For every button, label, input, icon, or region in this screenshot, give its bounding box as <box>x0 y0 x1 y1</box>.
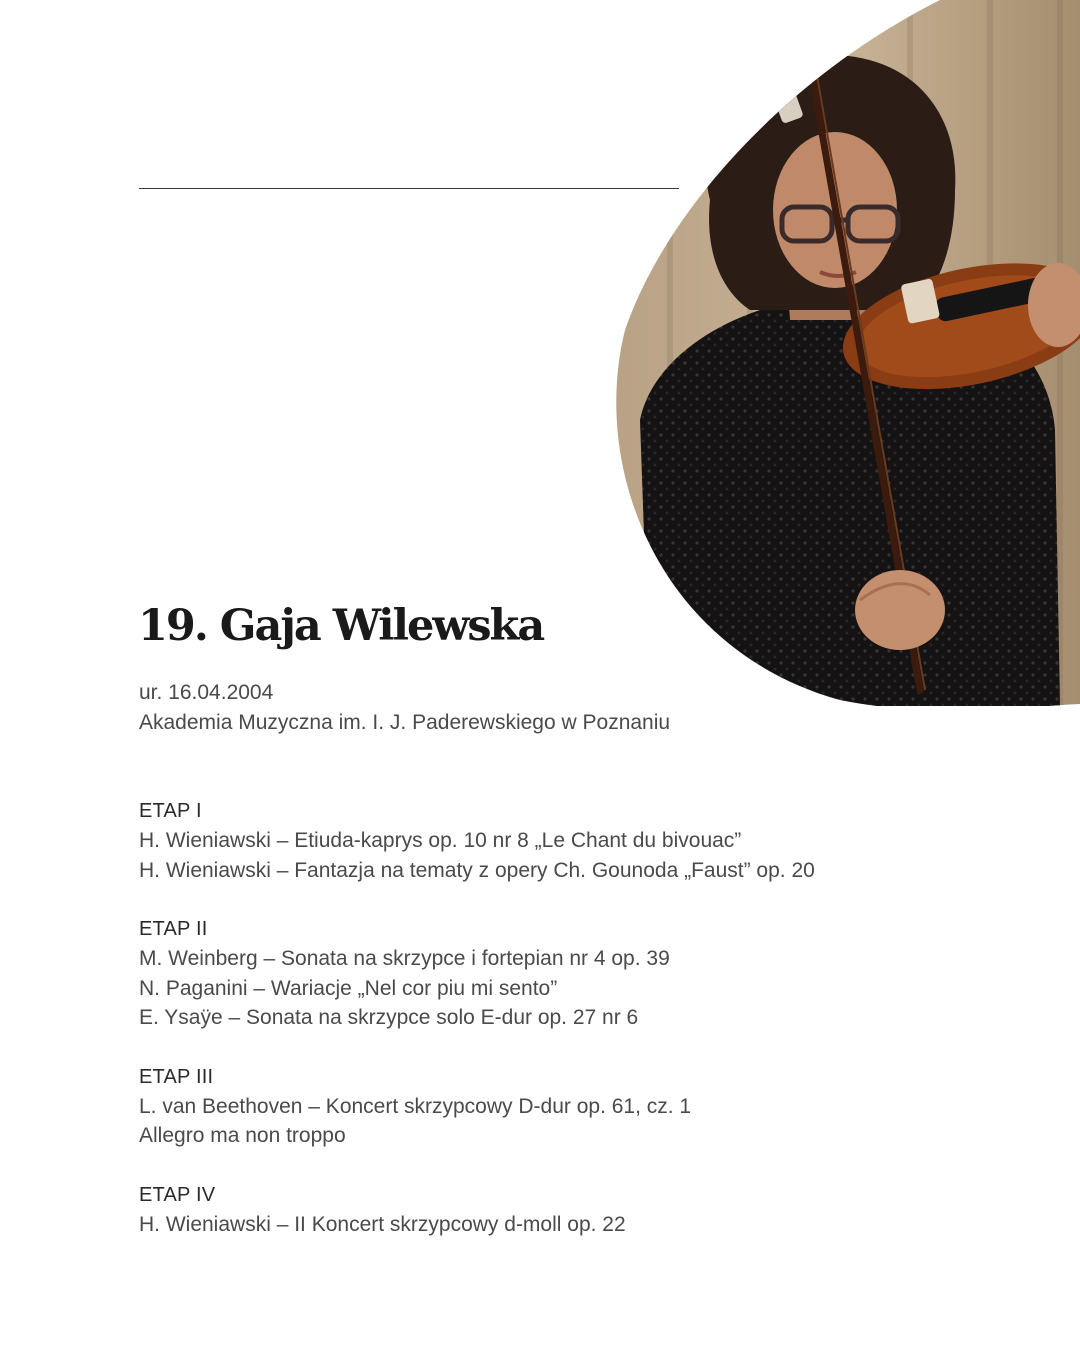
stage-label: ETAP II <box>139 918 208 940</box>
stage-label: ETAP I <box>139 800 202 822</box>
piece-item: H. Wieniawski – Etiuda-kaprys op. 10 nr 8 „Le Chant du bivouac” <box>139 829 742 852</box>
piece-item: E. Ysaÿe – Sonata na skrzypce solo E-dur op. 27 nr 6 <box>139 1006 639 1029</box>
piece-item: N. Paganini – Wariacje „Nel cor piu mi sento” <box>139 976 558 1000</box>
stage-3 <box>139 1062 1039 1151</box>
stage-label: ETAP III <box>139 1065 214 1088</box>
stage-1 <box>139 796 1039 885</box>
stage-2 <box>139 914 1039 1033</box>
performer-info <box>139 678 670 738</box>
school-name: Akademia Muzyczna im. I. J. Paderewskiego w Poznaniu <box>139 711 671 734</box>
piece-item: H. Wieniawski – II Koncert skrzypcowy d-moll op. 22 <box>139 1212 626 1236</box>
piece-item: M. Weinberg – Sonata na skrzypce i fortepian nr 4 op. 39 <box>139 947 670 970</box>
piece-item: H. Wieniawski – Fantazja na tematy z opery Ch. Gounoda „Faust” op. 20 <box>139 858 815 882</box>
stage-4 <box>139 1180 1039 1240</box>
piece-item: L. van Beethoven – Koncert skrzypcowy D-dur op. 61, cz. 1 <box>139 1094 692 1118</box>
performer-name: 19. Gaja Wilewska <box>138 601 544 651</box>
birth-date: ur. 16.04.2004 <box>139 681 274 704</box>
piece-item: Allegro ma non troppo <box>139 1124 346 1147</box>
stage-label: ETAP IV <box>139 1183 216 1206</box>
divider-line <box>139 188 679 189</box>
repertoire <box>139 796 1039 1268</box>
performer-photo <box>610 0 1080 706</box>
